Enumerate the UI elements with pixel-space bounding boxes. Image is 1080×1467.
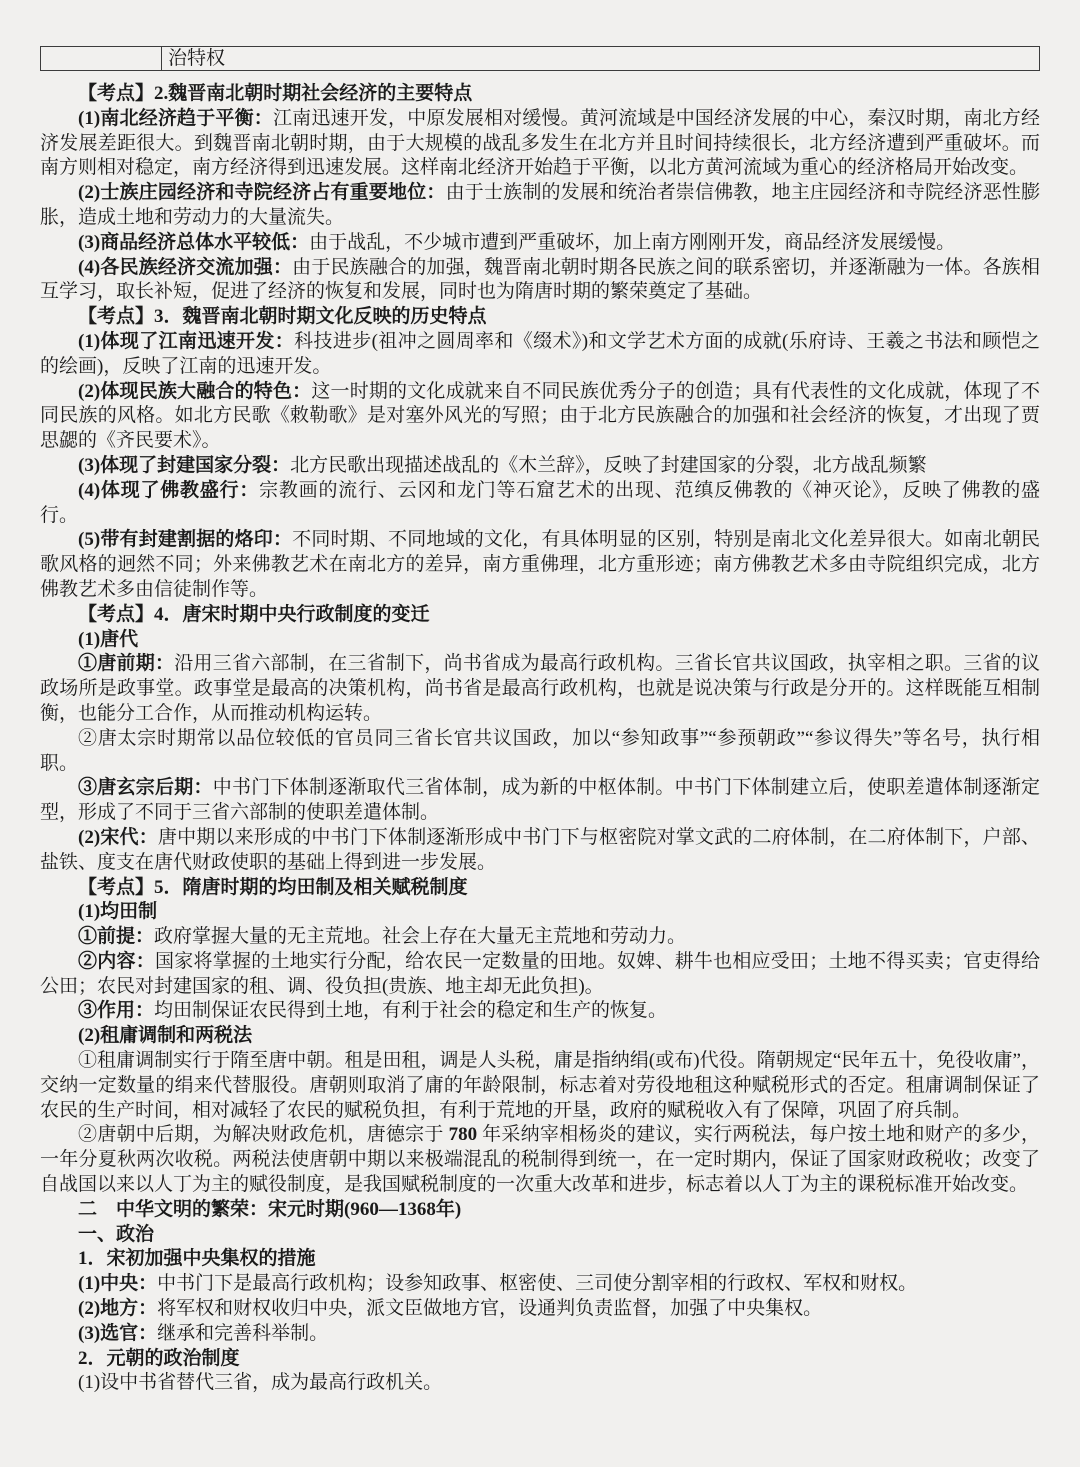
paragraph: [40, 652, 1040, 726]
bold-text: (4)体现了佛教盛行：: [78, 479, 260, 501]
body-text: ①租庸调制实行于隋至唐中朝。租是田租，调是人头税，庸是指纳绢(或布)代役。隋朝规定“民年五十，免役收庸”，交纳一定数量的绢来代替服役。唐朝则取消了庸的年龄限制，标志着对劳役地租这种赋税形式的否定。租庸调制保证了农民的生产时间，相对减轻了农民的赋税负担，有利于荒地的开垦，政府的赋税收入有了保障，巩固了府兵制。: [40, 1050, 1040, 1121]
paragraph: [40, 181, 1040, 231]
bold-text: 2．元朝的政治制度: [78, 1347, 240, 1369]
heading: [40, 603, 1040, 628]
bold-text: (2)体现民族大融合的特色：: [78, 380, 312, 402]
bold-text: 【考点】5．隋唐时期的均田制及相关赋税制度: [78, 876, 468, 898]
body-text: 将军权和财权收归中央，派文臣做地方官，设通判负责监督，加强了中央集权。: [157, 1298, 823, 1320]
bold-text: (5)带有封建割据的烙印：: [78, 529, 293, 551]
body-text: 政府掌握大量的无主荒地。社会上存在大量无主荒地和劳动力。: [154, 926, 687, 948]
bold-text: ①前提：: [78, 926, 155, 948]
bold-text: 二 中华文明的繁荣：宋元时期(960—1368年): [78, 1198, 462, 1220]
bold-text: 【考点】3．魏晋南北朝时期文化反映的历史特点: [78, 306, 487, 328]
paragraph: [40, 950, 1040, 1000]
body-text: (1)设中书省替代三省，成为最高行政机关。: [78, 1372, 443, 1394]
bold-text: (1)中央：: [78, 1273, 158, 1295]
bold-text: (3)选官：: [78, 1322, 158, 1344]
heading: [40, 305, 1040, 330]
bold-text: ③唐玄宗后期：: [78, 777, 213, 799]
paragraph: [40, 1049, 1040, 1123]
bold-text: 1．宋初加强中央集权的措施: [78, 1248, 316, 1270]
heading: [40, 876, 1040, 901]
paragraph: [40, 454, 1040, 479]
bold-text: 780: [448, 1124, 478, 1146]
bold-text: 【考点】4．唐宋时期中央行政制度的变迁: [78, 603, 430, 625]
paragraph: [40, 900, 1040, 925]
paragraph: [40, 999, 1040, 1024]
table-cell-empty: [41, 47, 162, 70]
paragraph: [40, 107, 1040, 181]
body-text: 中书门下体制逐渐取代三省体制，成为新的中枢体制。中书门下体制建立后，使职差遣体制逐渐定型，形成了不同于三省六部制的使职差遣体制。: [40, 777, 1040, 824]
bold-text: (3)商品经济总体水平较低：: [78, 231, 310, 253]
paragraph: [40, 1272, 1040, 1297]
bold-text: (2)宋代：: [78, 826, 158, 848]
body-text: 中书门下是最高行政机构；设参知政事、枢密使、三司使分割宰相的行政权、军权和财权。: [157, 1273, 918, 1295]
paragraph: [40, 479, 1040, 529]
heading: [40, 1198, 1040, 1223]
body-text: 江南迅速开发，中原发展相对缓慢。黄河流域是中国经济发展的中心，秦汉时期，南北方经济发展差距很大。到魏晋南北朝时期，由于大规模的战乱多发生在北方并且时间持续很长，北方经济遭到严重破坏。而南方则相对稳定，南方经济得到迅速发展。这样南北经济开始趋于平衡，以北方黄河流域为重心的经济格局开始改变。: [40, 107, 1040, 179]
body-text: 唐中期以来形成的中书门下体制逐渐形成中书门下与枢密院对掌文武的二府体制，在二府体制下，户部、盐铁、度支在唐代财政使职的基础上得到进一步发展。: [40, 826, 1041, 873]
bold-text: (3)体现了封建国家分裂：: [78, 454, 291, 476]
bold-text: (2)租庸调制和两税法: [78, 1025, 253, 1047]
paragraph: [40, 1024, 1040, 1049]
paragraph: [40, 1371, 1040, 1396]
table-fragment: [40, 46, 1040, 71]
bold-text: (4)各民族经济交流加强：: [78, 256, 293, 278]
paragraph: [40, 231, 1040, 256]
heading: [40, 82, 1040, 107]
bold-text: ③作用：: [78, 1000, 155, 1022]
paragraph: [40, 380, 1040, 454]
body-text: 国家将掌握的土地实行分配，给农民一定数量的田地。奴婢、耕牛也相应受田；土地不得买卖；官吏得给公田；农民对封建国家的租、调、役负担(贵族、地主却无此负担)。: [40, 950, 1040, 997]
paragraph: [40, 776, 1040, 826]
body-text: 均田制保证农民得到土地，有利于社会的稳定和生产的恢复。: [154, 1000, 668, 1022]
heading: [40, 1223, 1040, 1248]
paragraph: [40, 1322, 1040, 1347]
body-text: 北方民歌出现描述战乱的《木兰辞》，反映了封建国家的分裂，北方战乱频繁: [290, 454, 927, 476]
paragraph: [40, 1297, 1040, 1322]
body-text: 继承和完善科举制。: [157, 1322, 329, 1344]
body-text: 科技进步(祖冲之圆周率和《缀术》)和文学艺术方面的成就(乐府诗、王羲之书法和顾恺之的绘画)，反映了江南的迅速开发。: [40, 330, 1041, 377]
bold-text: 一、政治: [78, 1223, 155, 1245]
paragraph: [40, 256, 1040, 306]
table-cell-text: 治特权: [168, 48, 226, 69]
body-text: 这一时期的文化成就来自不同民族优秀分子的创造；具有代表性的文化成就，体现了不同民族的风格。如北方民歌《敕勒歌》是对塞外风光的写照；由于北方民族融合的加强和社会经济的恢复，才出现了贾思勰的《齐民要术》。: [40, 380, 1040, 452]
bold-text: (2)士族庄园经济和寺院经济占有重要地位：: [78, 182, 446, 204]
document-body: [40, 82, 1040, 1396]
bold-text: (1)南北经济趋于平衡：: [78, 107, 273, 129]
paragraph: [40, 826, 1040, 876]
body-text: 年采纳宰相杨炎的建议，实行两税法，每户按土地和财产的多少，一年分夏秋两次收税。两税法使唐朝中期以来极端混乱的税制得到统一，在一定时期内，保证了国家财政税收；改变了自战国以来以人丁为主的赋役制度，是我国赋税制度的一次重大改革和进步，标志着以人丁为主的课税标准开始改变。: [40, 1124, 1040, 1196]
paragraph: [40, 1123, 1040, 1197]
body-text: 由于士族制的发展和统治者崇信佛教，地主庄园经济和寺院经济恶性膨胀，造成土地和劳动力的大量流失。: [40, 182, 1041, 228]
body-text: 由于民族融合的加强，魏晋南北朝时期各民族之间的联系密切，并逐渐融为一体。各族相互学习，取长补短，促进了经济的恢复和发展，同时也为隋唐时期的繁荣奠定了基础。: [40, 256, 1040, 303]
bold-text: ①唐前期：: [78, 653, 175, 675]
body-text: 宗教画的流行、云冈和龙门等石窟艺术的出现、范缜反佛教的《神灭论》，反映了佛教的盛行。: [40, 479, 1040, 526]
heading: [40, 1247, 1040, 1272]
bold-text: (1)体现了江南迅速开发：: [78, 330, 295, 352]
bold-text: (1)均田制: [78, 901, 158, 923]
paragraph: [40, 528, 1040, 602]
paragraph: [40, 925, 1040, 950]
bold-text: ②内容：: [78, 950, 155, 972]
paragraph: [40, 727, 1040, 777]
paragraph: [40, 628, 1040, 653]
paragraph: [40, 330, 1040, 380]
bold-text: (1)唐代: [78, 628, 139, 650]
body-text: ②唐朝中后期，为解决财政危机，唐德宗于: [78, 1124, 449, 1146]
body-text: 不同时期、不同地域的文化，有具体明显的区别，特别是南北文化差异很大。如南北朝民歌风格的迥然不同；外来佛教艺术在南北方的差异，南方重佛理，北方重形迹；南方佛教艺术多由寺院组织完成，北方佛教艺术多由信徒制作等。: [40, 529, 1040, 600]
body-text: 由于战乱，不少城市遭到严重破坏，加上南方刚刚开发，商品经济发展缓慢。: [309, 231, 956, 253]
body-text: ②唐太宗时期常以品位较低的官员同三省长官共议国政，加以“参知政事”“参预朝政”“参议得失”等名号，执行相职。: [40, 727, 1040, 774]
bold-text: 【考点】2.魏晋南北朝时期社会经济的主要特点: [78, 83, 473, 104]
bold-text: (2)地方：: [78, 1298, 158, 1320]
heading: [40, 1347, 1040, 1372]
body-text: 沿用三省六部制，在三省制下，尚书省成为最高行政机构。三省长官共议国政，执宰相之职。三省的议政场所是政事堂。政事堂是最高的决策机构，尚书省是最高行政机构，也就是说决策与行政是分开的。这样既能互相制衡，也能分工合作，从而推动机构运转。: [40, 653, 1040, 724]
